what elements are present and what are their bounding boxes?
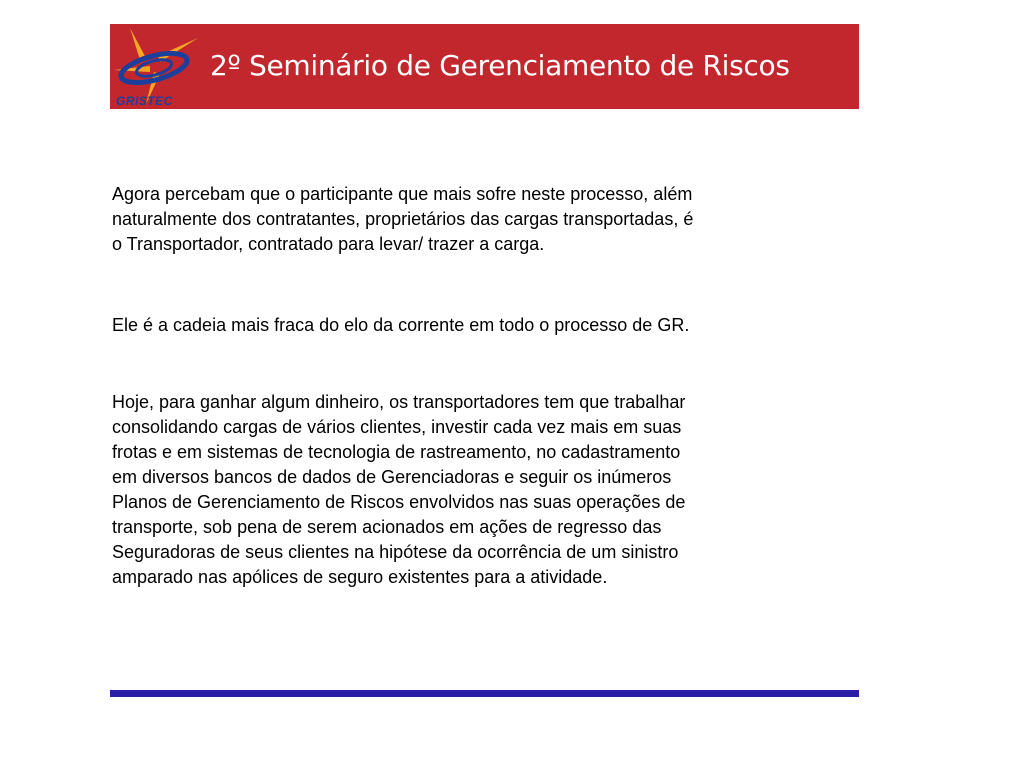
logo-text: GRISTEC (116, 94, 173, 108)
page-title: 2º Seminário de Gerenciamento de Riscos (210, 49, 790, 82)
header-banner (110, 24, 859, 109)
paragraph-cadeia: Ele é a cadeia mais fraca do elo da corrente em todo o processo de GR. (112, 315, 690, 335)
footer-divider (110, 690, 859, 697)
slide-content (112, 182, 864, 590)
paragraph-transportador: Agora percebam que o participante que mais sofre neste processo, além naturalmente dos contratantes, proprietários das cargas transportadas, é o Transportador, contratado para levar/ trazer a carga. (112, 184, 694, 254)
paragraph-hoje: Hoje, para ganhar algum dinheiro, os transportadores tem que trabalhar consolidando cargas de vários clientes, investir cada vez mais em suas frotas e em sistemas de tecnologia de rastreamento, no cadastramento em diversos bancos de dados de Gerenciadoras e seguir os inúmeros Planos de Gerenciamento de Riscos envolvidos nas suas operações de transporte, sob pena de serem acionados em ações de regresso das Seguradoras de seus clientes na hipótese da ocorrência de um sinistro amparado nas apólices de seguro existentes para a atividade. (112, 392, 686, 587)
